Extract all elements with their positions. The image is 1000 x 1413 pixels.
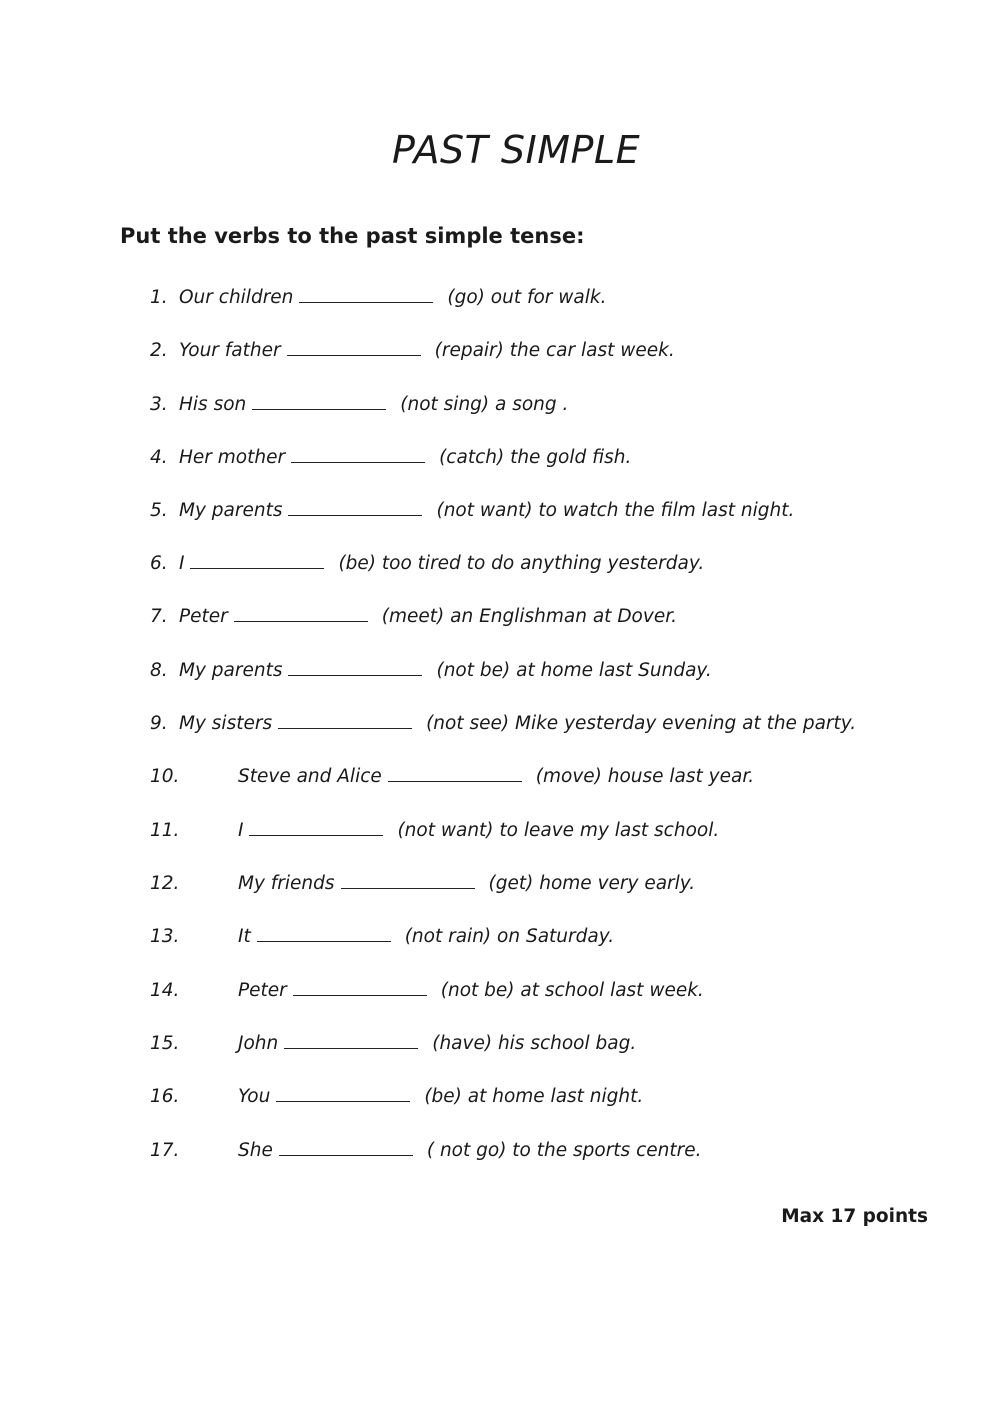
item-number: 13. <box>150 926 180 947</box>
item-number: 8. <box>150 660 168 681</box>
max-points-label: Max 17 points <box>781 1206 928 1227</box>
item-subject: His son <box>179 394 247 415</box>
answer-blank[interactable] <box>234 603 368 622</box>
list-item <box>150 337 675 365</box>
list-item <box>150 870 695 898</box>
item-subject: Our children <box>179 287 294 308</box>
item-subject: My parents <box>179 660 283 681</box>
item-subject: Steve and Alice <box>238 766 382 787</box>
item-rest: (not want) to watch the film last night. <box>436 500 795 521</box>
item-number: 15. <box>150 1033 180 1054</box>
item-number: 4. <box>150 447 168 468</box>
item-number: 16. <box>150 1086 180 1107</box>
list-item <box>150 657 712 685</box>
item-number: 10. <box>150 766 180 787</box>
item-subject: My parents <box>179 500 283 521</box>
item-rest: (have) his school bag. <box>432 1033 637 1054</box>
item-rest: (get) home very early. <box>488 873 696 894</box>
list-item <box>150 763 754 791</box>
item-number: 7. <box>150 606 168 627</box>
list-item <box>150 1030 636 1058</box>
item-subject: Peter <box>238 980 287 1001</box>
list-item <box>150 1083 643 1111</box>
answer-blank[interactable] <box>288 497 422 516</box>
list-item <box>150 923 614 951</box>
item-rest: (move) house last year. <box>535 766 755 787</box>
answer-blank[interactable] <box>190 550 324 569</box>
item-number: 14. <box>150 980 180 1001</box>
item-subject: Your father <box>179 340 281 361</box>
item-subject: I <box>238 820 244 841</box>
answer-blank[interactable] <box>299 284 433 303</box>
item-number: 17. <box>150 1140 180 1161</box>
item-rest: (not rain) on Saturday. <box>404 926 615 947</box>
item-rest: (catch) the gold fish. <box>439 447 632 468</box>
item-subject: I <box>179 553 185 574</box>
item-rest: (meet) an Englishman at Dover. <box>381 606 677 627</box>
list-item <box>150 710 856 738</box>
item-subject: You <box>238 1086 271 1107</box>
list-item <box>150 284 606 312</box>
list-item <box>150 977 704 1005</box>
answer-blank[interactable] <box>388 763 522 782</box>
list-item <box>150 817 719 845</box>
item-number: 11. <box>150 820 180 841</box>
item-subject: My friends <box>238 873 335 894</box>
answer-blank[interactable] <box>252 391 386 410</box>
item-rest: ( not go) to the sports centre. <box>426 1140 702 1161</box>
item-number: 1. <box>150 287 168 308</box>
item-rest: (not want) to leave my last school. <box>397 820 720 841</box>
item-rest: (not sing) a song . <box>400 394 569 415</box>
answer-blank[interactable] <box>278 710 412 729</box>
page-title: PAST SIMPLE <box>392 128 641 172</box>
answer-blank[interactable] <box>279 1137 413 1156</box>
item-subject: Her mother <box>179 447 286 468</box>
answer-blank[interactable] <box>249 817 383 836</box>
item-rest: (be) at home last night. <box>424 1086 644 1107</box>
item-subject: It <box>238 926 251 947</box>
answer-blank[interactable] <box>341 870 475 889</box>
list-item <box>150 391 568 419</box>
item-rest: (not see) Mike yesterday evening at the party. <box>426 713 857 734</box>
answer-blank[interactable] <box>284 1030 418 1049</box>
item-number: 6. <box>150 553 168 574</box>
item-subject: John <box>238 1033 279 1054</box>
list-item <box>150 1137 701 1165</box>
item-number: 12. <box>150 873 180 894</box>
answer-blank[interactable] <box>257 923 391 942</box>
item-number: 2. <box>150 340 168 361</box>
item-number: 3. <box>150 394 168 415</box>
answer-blank[interactable] <box>288 657 422 676</box>
answer-blank[interactable] <box>276 1083 410 1102</box>
instruction-text: Put the verbs to the past simple tense: <box>120 224 585 248</box>
list-item <box>150 550 704 578</box>
list-item <box>150 444 631 472</box>
answer-blank[interactable] <box>293 977 427 996</box>
item-subject: She <box>238 1140 273 1161</box>
item-rest: (go) out for walk. <box>447 287 607 308</box>
answer-blank[interactable] <box>287 337 421 356</box>
item-rest: (not be) at home last Sunday. <box>436 660 712 681</box>
item-subject: Peter <box>179 606 228 627</box>
item-number: 5. <box>150 500 168 521</box>
item-rest: (not be) at school last week. <box>440 980 704 1001</box>
list-item <box>150 497 794 525</box>
item-rest: (be) too tired to do anything yesterday. <box>338 553 705 574</box>
answer-blank[interactable] <box>291 444 425 463</box>
item-rest: (repair) the car last week. <box>434 340 675 361</box>
item-subject: My sisters <box>179 713 273 734</box>
item-number: 9. <box>150 713 168 734</box>
list-item <box>150 603 677 631</box>
